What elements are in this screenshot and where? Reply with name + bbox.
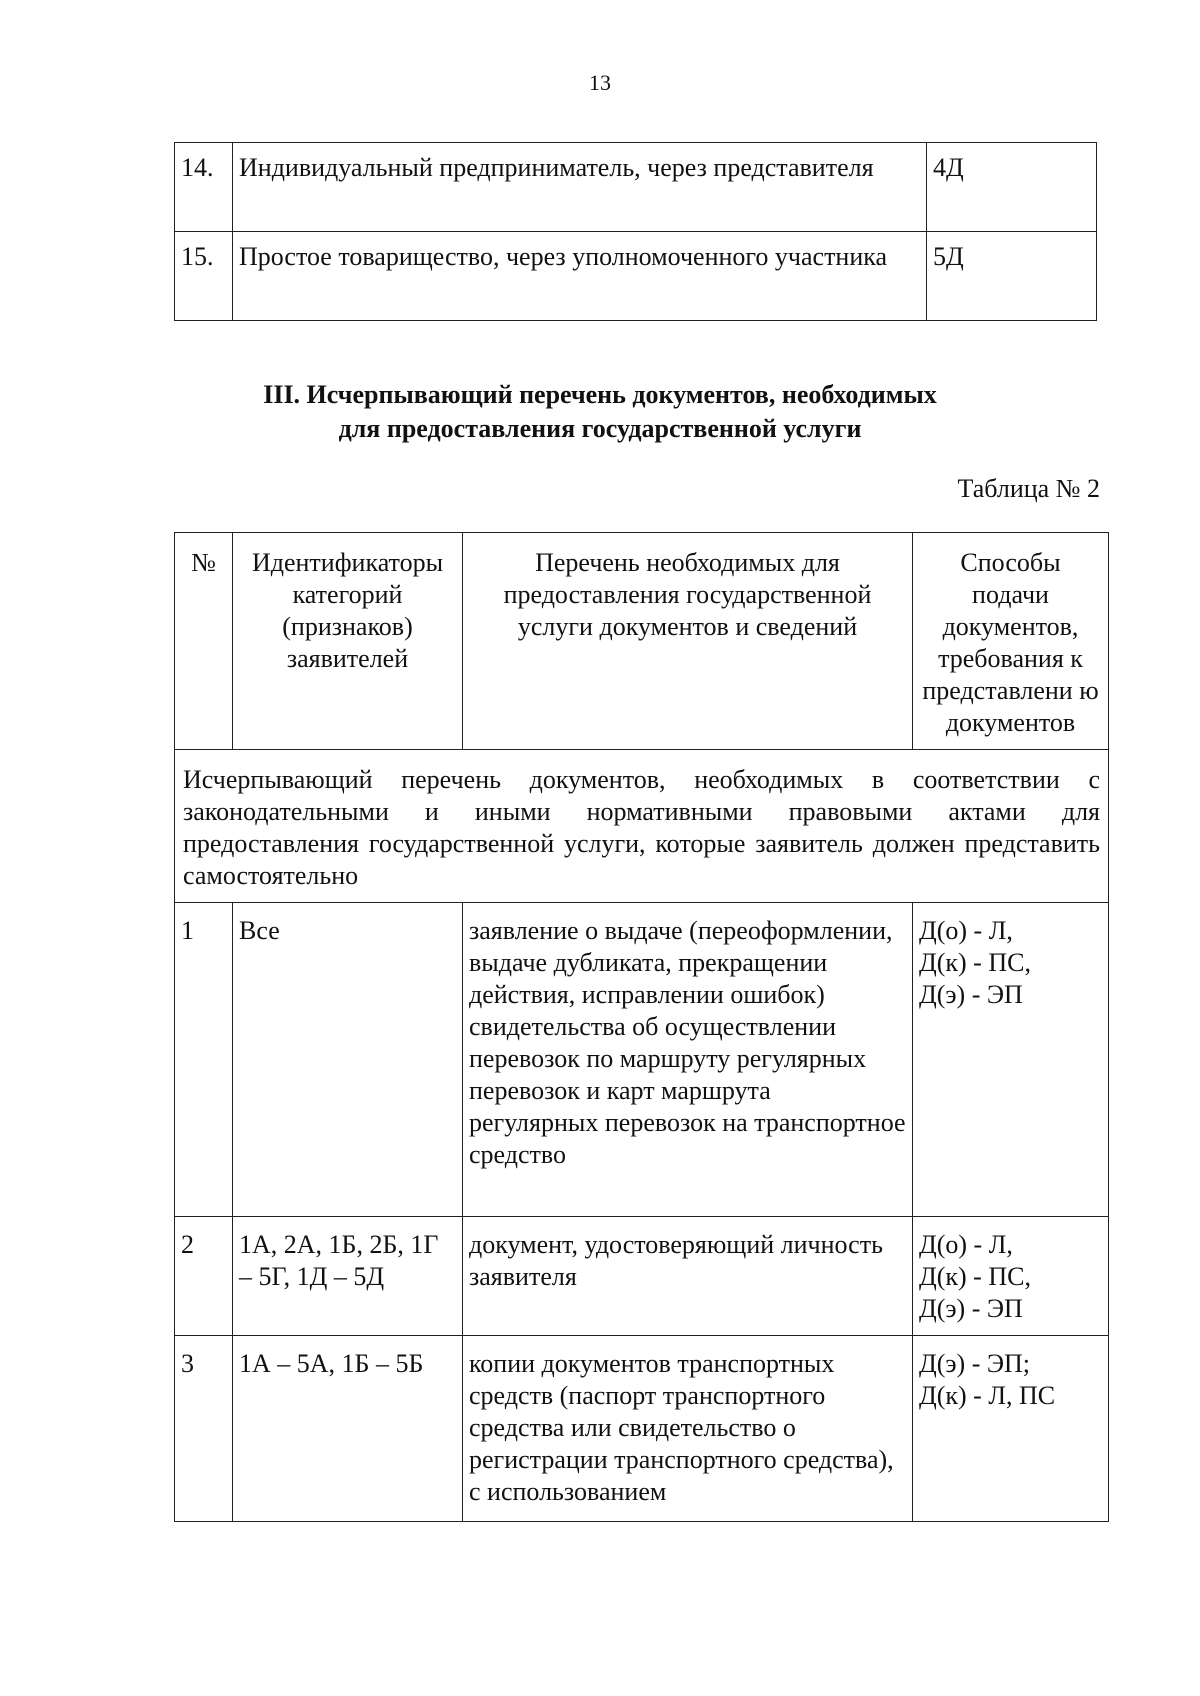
method-line: Д(э) - ЭП	[919, 1294, 1023, 1323]
row-documents: заявление о выдаче (переоформлении, выдаче дубликата, прекращении действия, исправлении ошибок) свидетельства об осуществлении перевозок по маршруту регулярных перевозок и карт маршрута регулярных перевозок на транспортное средство	[463, 903, 913, 1217]
row-methods	[913, 903, 1109, 1217]
section-row-text: Исчерпывающий перечень документов, необходимых в соответствии с законодательными и иными нормативными правовыми актами для предоставления государственной услуги, которые заявитель должен представить самостоятельно	[175, 750, 1109, 903]
header-number: №	[175, 533, 233, 750]
page-number: 13	[589, 70, 611, 95]
section-heading-line-2: для предоставления государственной услуги	[338, 414, 862, 443]
table-label: Таблица № 2	[957, 474, 1100, 503]
row-identifiers: 1А, 2А, 1Б, 2Б, 1Г – 5Г, 1Д – 5Д	[233, 1217, 463, 1336]
row-number: 14.	[175, 143, 233, 232]
row-code: 4Д	[927, 143, 1097, 232]
row-number: 3	[175, 1336, 233, 1522]
table-row	[175, 1336, 1109, 1522]
method-line: Д(к) - ПС,	[919, 1262, 1031, 1291]
table-row	[175, 1217, 1109, 1336]
header-documents: Перечень необходимых для предоставления государственной услуги документов и сведений	[463, 533, 913, 750]
method-line: Д(к) - ПС,	[919, 948, 1031, 977]
applicant-categories-table-continued	[174, 142, 1097, 321]
method-line: Д(о) - Л,	[919, 916, 1013, 945]
row-number: 2	[175, 1217, 233, 1336]
row-number: 1	[175, 903, 233, 1217]
row-description: Индивидуальный предприниматель, через представителя	[233, 143, 927, 232]
row-methods	[913, 1217, 1109, 1336]
table-row	[175, 232, 1097, 321]
table-row	[175, 143, 1097, 232]
method-line: Д(о) - Л,	[919, 1230, 1013, 1259]
section-heading-line-1: III. Исчерпывающий перечень документов, необходимых	[263, 380, 937, 409]
required-documents-table	[174, 532, 1109, 1522]
row-identifiers: 1А – 5А, 1Б – 5Б	[233, 1336, 463, 1522]
row-code: 5Д	[927, 232, 1097, 321]
header-identifiers: Идентификаторы категорий (признаков) заявителей	[233, 533, 463, 750]
row-documents: копии документов транспортных средств (паспорт транспортного средства или свидетельство о регистрации транспортного средства), с использованием	[463, 1336, 913, 1522]
method-line: Д(к) - Л, ПС	[919, 1381, 1056, 1410]
method-line: Д(э) - ЭП	[919, 980, 1023, 1009]
table-row	[175, 903, 1109, 1217]
table-section-row	[175, 750, 1109, 903]
row-number: 15.	[175, 232, 233, 321]
section-heading	[0, 378, 1200, 446]
row-methods	[913, 1336, 1109, 1522]
method-line: Д(э) - ЭП;	[919, 1349, 1031, 1378]
row-documents: документ, удостоверяющий личность заявителя	[463, 1217, 913, 1336]
header-submission-methods: Способы подачи документов, требования к представлени ю документов	[913, 533, 1109, 750]
row-description: Простое товарищество, через уполномоченного участника	[233, 232, 927, 321]
table-header-row	[175, 533, 1109, 750]
row-identifiers: Все	[233, 903, 463, 1217]
